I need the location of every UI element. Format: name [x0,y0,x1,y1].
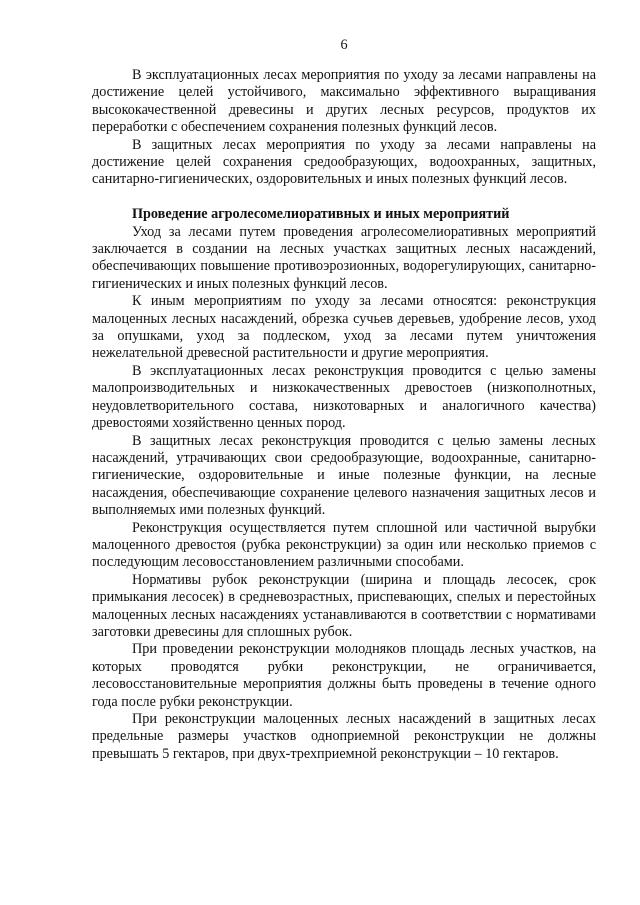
paragraph-8: Нормативы рубок реконструкции (ширина и площадь лесосек, срок примыкания лесосек) в средневозрастных, приспевающих, спелых и перестойных малоценных лесных насаждениях устанавливаются в соответствии с нормативами заготовки древесины для сплошных рубок. [92,571,596,640]
document-body [92,67,596,763]
paragraph-2: В защитных лесах мероприятия по уходу за лесами направлены на достижение целей сохранения средообразующих, водоохранных, защитных, санитарно-гигиенических, оздоровительных и иных полезных функций лесов. [92,136,596,188]
paragraph-10: При реконструкции малоценных лесных насаждений в защитных лесах предельные размеры участков одноприемной реконструкции не должны превышать 5 гектаров, при двух-трехприемной реконструкции – 10 гектаров. [92,711,596,762]
paragraph-5: В эксплуатационных лесах реконструкция проводится с целью замены малопроизводительных и низкокачественных древостоев (низкополнотных, неудовлетворительного состава, низкотоварных и аналогичного качества) древостоями хозяйственно ценных пород. [92,362,596,432]
paragraph-7: Реконструкция осуществляется путем сплошной или частичной вырубки малоценного древостоя (рубка реконструкции) за один или несколько приемов с последующим лесовосстановлением различными способами. [92,519,596,571]
paragraph-9: При проведении реконструкции молодняков площадь лесных участков, на которых проводятся рубки реконструкции, не ограничивается, лесовосстановительные мероприятия должны быть проведены в течение одного года после рубки реконструкции. [92,641,596,710]
paragraph-1: В эксплуатационных лесах мероприятия по уходу за лесами направлены на достижение целей устойчивого, максимально эффективного выращивания высококачественной древесины и других лесных ресурсов, продуктов их переработки с обеспечением сохранения полезных функций лесов. [92,67,596,136]
section-heading: Проведение агролесомелиоративных и иных мероприятий [132,206,510,223]
paragraph-4: К иным мероприятиям по уходу за лесами относятся: реконструкция малоценных лесных насаждений, обрезка сучьев деревьев, удобрение лесов, уход за опушками, уход за подлеском, уход за лесами путем уничтожения нежелательной древесной растительности и другие мероприятия. [92,293,596,362]
page-number: 6 [340,37,348,53]
paragraph-3: Уход за лесами путем проведения агролесомелиоративных мероприятий заключается в создании на лесных участках защитных лесных насаждений, обеспечивающих повышение противоэрозионных, водорегулирующих, санитарно-гигиенических и иных полезных функций лесов. [92,223,596,292]
paragraph-6: В защитных лесах реконструкция проводится с целью замены лесных насаждений, утрачивающих свои средообразующие, водоохранные, санитарно-гигиенические, оздоровительные и иные полезные функции, на лесные насаждения, обеспечивающие сохранение целевого назначения защитных лесов и выполняемых ими полезных функций. [92,432,596,519]
